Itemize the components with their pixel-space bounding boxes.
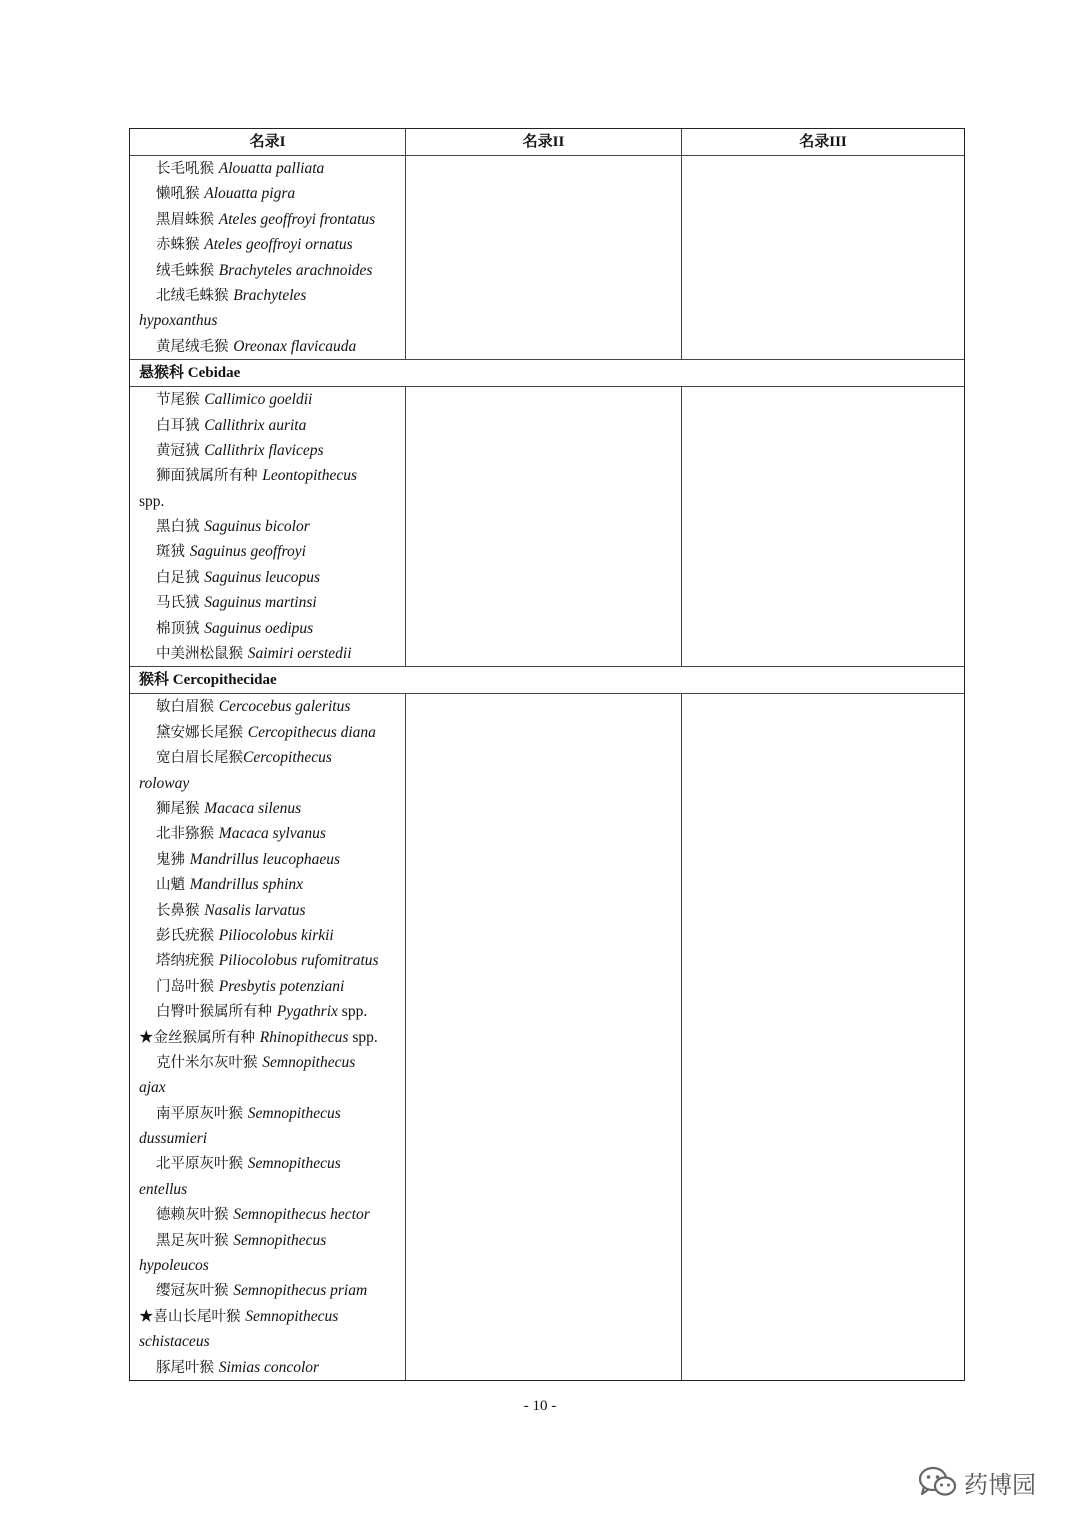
species-entry — [139, 207, 405, 232]
species-entry — [139, 1101, 405, 1126]
species-latin-name: Presbytis potenziani — [218, 977, 345, 995]
species-entry — [139, 1202, 405, 1227]
species-chinese-name: 北平原灰叶猴 — [156, 1156, 243, 1173]
watermark-text: 药博园 — [964, 1470, 1036, 1499]
species-latin-name: Saguinus oedipus — [204, 619, 314, 637]
table-header — [130, 129, 964, 156]
species-entry — [139, 565, 405, 590]
species-latin-name: Semnopithecus — [245, 1307, 339, 1325]
species-entry — [139, 463, 405, 488]
species-latin-name: Callimico goeldii — [204, 391, 313, 409]
species-entry-continuation — [139, 489, 405, 514]
species-latin-name: Rhinopithecus — [259, 1028, 349, 1046]
species-latin-name: Brachyteles — [233, 286, 307, 304]
species-chinese-name: 长毛吼猴 — [156, 161, 214, 177]
species-row — [130, 694, 964, 1380]
species-latin-name: Saimiri oerstedii — [247, 645, 352, 663]
species-entry-continuation — [139, 1075, 405, 1100]
species-chinese-name: 缨冠灰叶猴 — [156, 1283, 229, 1300]
species-latin-name: Cercocebus galeritus — [218, 698, 351, 716]
species-latin-name: Callithrix aurita — [204, 416, 307, 434]
species-latin-name: Semnopithecus — [233, 1231, 327, 1249]
species-chinese-name: 绒毛蛛猴 — [156, 262, 214, 279]
species-entry — [139, 1304, 405, 1329]
species-chinese-name: 白臀叶猴属所有种 — [156, 1004, 272, 1021]
species-chinese-name: 山魈 — [156, 877, 185, 894]
species-chinese-name: 豚尾叶猴 — [156, 1359, 214, 1376]
species-entry — [139, 258, 405, 283]
species-chinese-name: 长鼻猴 — [156, 902, 200, 919]
appendix-2-cell — [406, 387, 682, 666]
species-entry-continuation — [139, 771, 405, 796]
species-latin-name: Semnopithecus — [247, 1155, 341, 1173]
species-latin-name: Callithrix flaviceps — [204, 441, 324, 459]
species-latin-name: Piliocolobus kirkii — [218, 926, 334, 944]
species-chinese-name: 狮尾猴 — [156, 800, 200, 817]
species-latin-name: Saguinus bicolor — [204, 518, 310, 536]
family-row — [130, 360, 964, 387]
species-entry — [139, 616, 405, 641]
species-entry — [139, 796, 405, 821]
species-chinese-name: 马氏狨 — [156, 595, 200, 612]
species-latin-continuation: spp. — [139, 492, 165, 510]
species-latin-name: Saguinus leucopus — [204, 568, 321, 586]
species-latin-name: Semnopithecus — [247, 1104, 341, 1122]
species-chinese-name: 鬼狒 — [156, 851, 185, 868]
family-name: 猴科 Cercopithecidae — [139, 672, 277, 689]
species-latin-name: Simias concolor — [218, 1358, 320, 1376]
species-entry — [139, 514, 405, 539]
species-entry — [139, 283, 405, 308]
species-entry — [139, 1025, 405, 1050]
species-chinese-name: 黄尾绒毛猴 — [156, 338, 229, 355]
species-latin-continuation: hypoleucos — [139, 1257, 209, 1275]
wechat-icon — [918, 1465, 958, 1499]
appendix-3-cell — [682, 694, 964, 1380]
page-number: - 10 - — [523, 1398, 557, 1414]
species-latin-name: Oreonax flavicauda — [233, 337, 357, 355]
species-chinese-name: 德赖灰叶猴 — [156, 1207, 229, 1224]
species-entry — [139, 821, 405, 846]
species-latin-name: Semnopithecus — [262, 1053, 356, 1071]
sections — [130, 156, 964, 1380]
species-chinese-name: 克什米尔灰叶猴 — [156, 1054, 258, 1071]
species-entry — [139, 387, 405, 412]
species-chinese-name: 彭氏疣猴 — [156, 927, 214, 944]
appendix-2-cell — [406, 156, 682, 359]
species-entry — [139, 1355, 405, 1380]
appendix-2-cell — [406, 694, 682, 1380]
species-entry — [139, 745, 405, 770]
species-entry — [139, 872, 405, 897]
species-entry-continuation — [139, 1329, 405, 1354]
species-entry — [139, 334, 405, 359]
species-entry-continuation — [139, 1126, 405, 1151]
header-appendix-1: 名录I — [130, 129, 406, 155]
species-row — [130, 387, 964, 667]
species-chinese-name: ★喜山长尾叶猴 — [139, 1308, 241, 1325]
appendix-1-cell — [130, 694, 406, 1380]
species-entry-continuation — [139, 1253, 405, 1278]
species-latin-name: Pygathrix — [276, 1003, 338, 1021]
species-latin-name: Semnopithecus priam — [233, 1282, 368, 1300]
species-chinese-name: 斑狨 — [156, 544, 185, 561]
species-chinese-name: 赤蛛猴 — [156, 237, 200, 254]
species-entry — [139, 641, 405, 666]
species-suffix: spp. — [337, 1003, 368, 1021]
species-entry — [139, 1278, 405, 1303]
species-latin-name: Semnopithecus hector — [233, 1206, 370, 1224]
species-latin-name: Mandrillus leucophaeus — [189, 850, 341, 868]
species-chinese-name: 黑眉蛛猴 — [156, 211, 214, 228]
species-chinese-name: 黑足灰叶猴 — [156, 1232, 229, 1249]
species-chinese-name: 白足狨 — [156, 569, 200, 586]
species-entry — [139, 156, 405, 181]
family-row — [130, 667, 964, 694]
species-chinese-name: 北绒毛蛛猴 — [156, 287, 229, 304]
species-chinese-name: 节尾猴 — [156, 392, 200, 409]
species-latin-name: Piliocolobus rufomitratus — [218, 952, 379, 970]
species-chinese-name: 黄冠狨 — [156, 442, 200, 459]
species-latin-name: Cercopithecus — [243, 749, 332, 767]
species-latin-name: Macaca sylvanus — [218, 825, 326, 843]
species-entry-continuation — [139, 1177, 405, 1202]
species-latin-name: Macaca silenus — [204, 799, 302, 817]
species-chinese-name: 敏白眉猴 — [156, 699, 214, 716]
species-latin-continuation: schistaceus — [139, 1333, 210, 1351]
species-entry — [139, 1151, 405, 1176]
species-latin-name: Ateles geoffroyi frontatus — [218, 210, 376, 228]
species-chinese-name: ★金丝猴属所有种 — [139, 1029, 255, 1046]
species-latin-name: Cercopithecus diana — [247, 723, 376, 741]
species-latin-continuation: dussumieri — [139, 1130, 208, 1148]
species-entry — [139, 438, 405, 463]
species-suffix: spp. — [348, 1028, 378, 1046]
species-chinese-name: 塔纳疣猴 — [156, 953, 214, 970]
species-latin-name: Brachyteles arachnoides — [218, 261, 373, 279]
family-name: 悬猴科 Cebidae — [139, 365, 241, 382]
header-appendix-2: 名录II — [406, 129, 682, 155]
species-chinese-name: 棉顶狨 — [156, 620, 200, 637]
species-entry — [139, 974, 405, 999]
species-chinese-name: 宽白眉长尾猴 — [156, 750, 243, 767]
species-entry-continuation — [139, 308, 405, 333]
appendix-3-cell — [682, 387, 964, 666]
species-latin-continuation: ajax — [139, 1079, 166, 1097]
species-latin-name: Leontopithecus — [262, 467, 357, 485]
species-latin-name: Nasalis larvatus — [204, 901, 306, 919]
appendix-1-cell — [130, 156, 406, 359]
appendix-3-cell — [682, 156, 964, 359]
species-entry — [139, 898, 405, 923]
species-entry — [139, 999, 405, 1024]
species-latin-name: Mandrillus sphinx — [189, 876, 304, 894]
species-entry — [139, 1050, 405, 1075]
species-latin-continuation: roloway — [139, 774, 190, 792]
species-latin-name: Alouatta pigra — [204, 185, 296, 203]
watermark — [918, 1462, 1036, 1502]
species-latin-name: Ateles geoffroyi ornatus — [204, 236, 353, 254]
species-latin-continuation: entellus — [139, 1180, 188, 1198]
species-entry — [139, 720, 405, 745]
species-latin-continuation: hypoxanthus — [139, 312, 218, 330]
species-entry — [139, 694, 405, 719]
species-entry — [139, 539, 405, 564]
header-appendix-3: 名录III — [799, 134, 847, 150]
species-latin-name: Saguinus geoffroyi — [189, 543, 306, 561]
species-entry — [139, 1228, 405, 1253]
species-chinese-name: 懒吼猴 — [156, 186, 200, 203]
species-entry — [139, 847, 405, 872]
species-entry — [139, 948, 405, 973]
species-chinese-name: 南平原灰叶猴 — [156, 1105, 243, 1122]
species-entry — [139, 181, 405, 206]
species-chinese-name: 黑白狨 — [156, 519, 200, 536]
species-entry — [139, 413, 405, 438]
species-latin-name: Alouatta palliata — [218, 160, 325, 177]
species-entry — [139, 232, 405, 257]
species-entry — [139, 923, 405, 948]
species-chinese-name: 白耳狨 — [156, 417, 200, 434]
species-chinese-name: 中美洲松鼠猴 — [156, 646, 243, 663]
species-chinese-name: 黛安娜长尾猴 — [156, 724, 243, 741]
species-chinese-name: 北非猕猴 — [156, 826, 214, 843]
species-chinese-name: 狮面狨属所有种 — [156, 468, 258, 485]
species-chinese-name: 门岛叶猴 — [156, 978, 214, 995]
appendix-1-cell — [130, 387, 406, 666]
species-entry — [139, 590, 405, 615]
species-table — [129, 128, 965, 1381]
species-row — [130, 156, 964, 360]
species-latin-name: Saguinus martinsi — [204, 594, 317, 612]
